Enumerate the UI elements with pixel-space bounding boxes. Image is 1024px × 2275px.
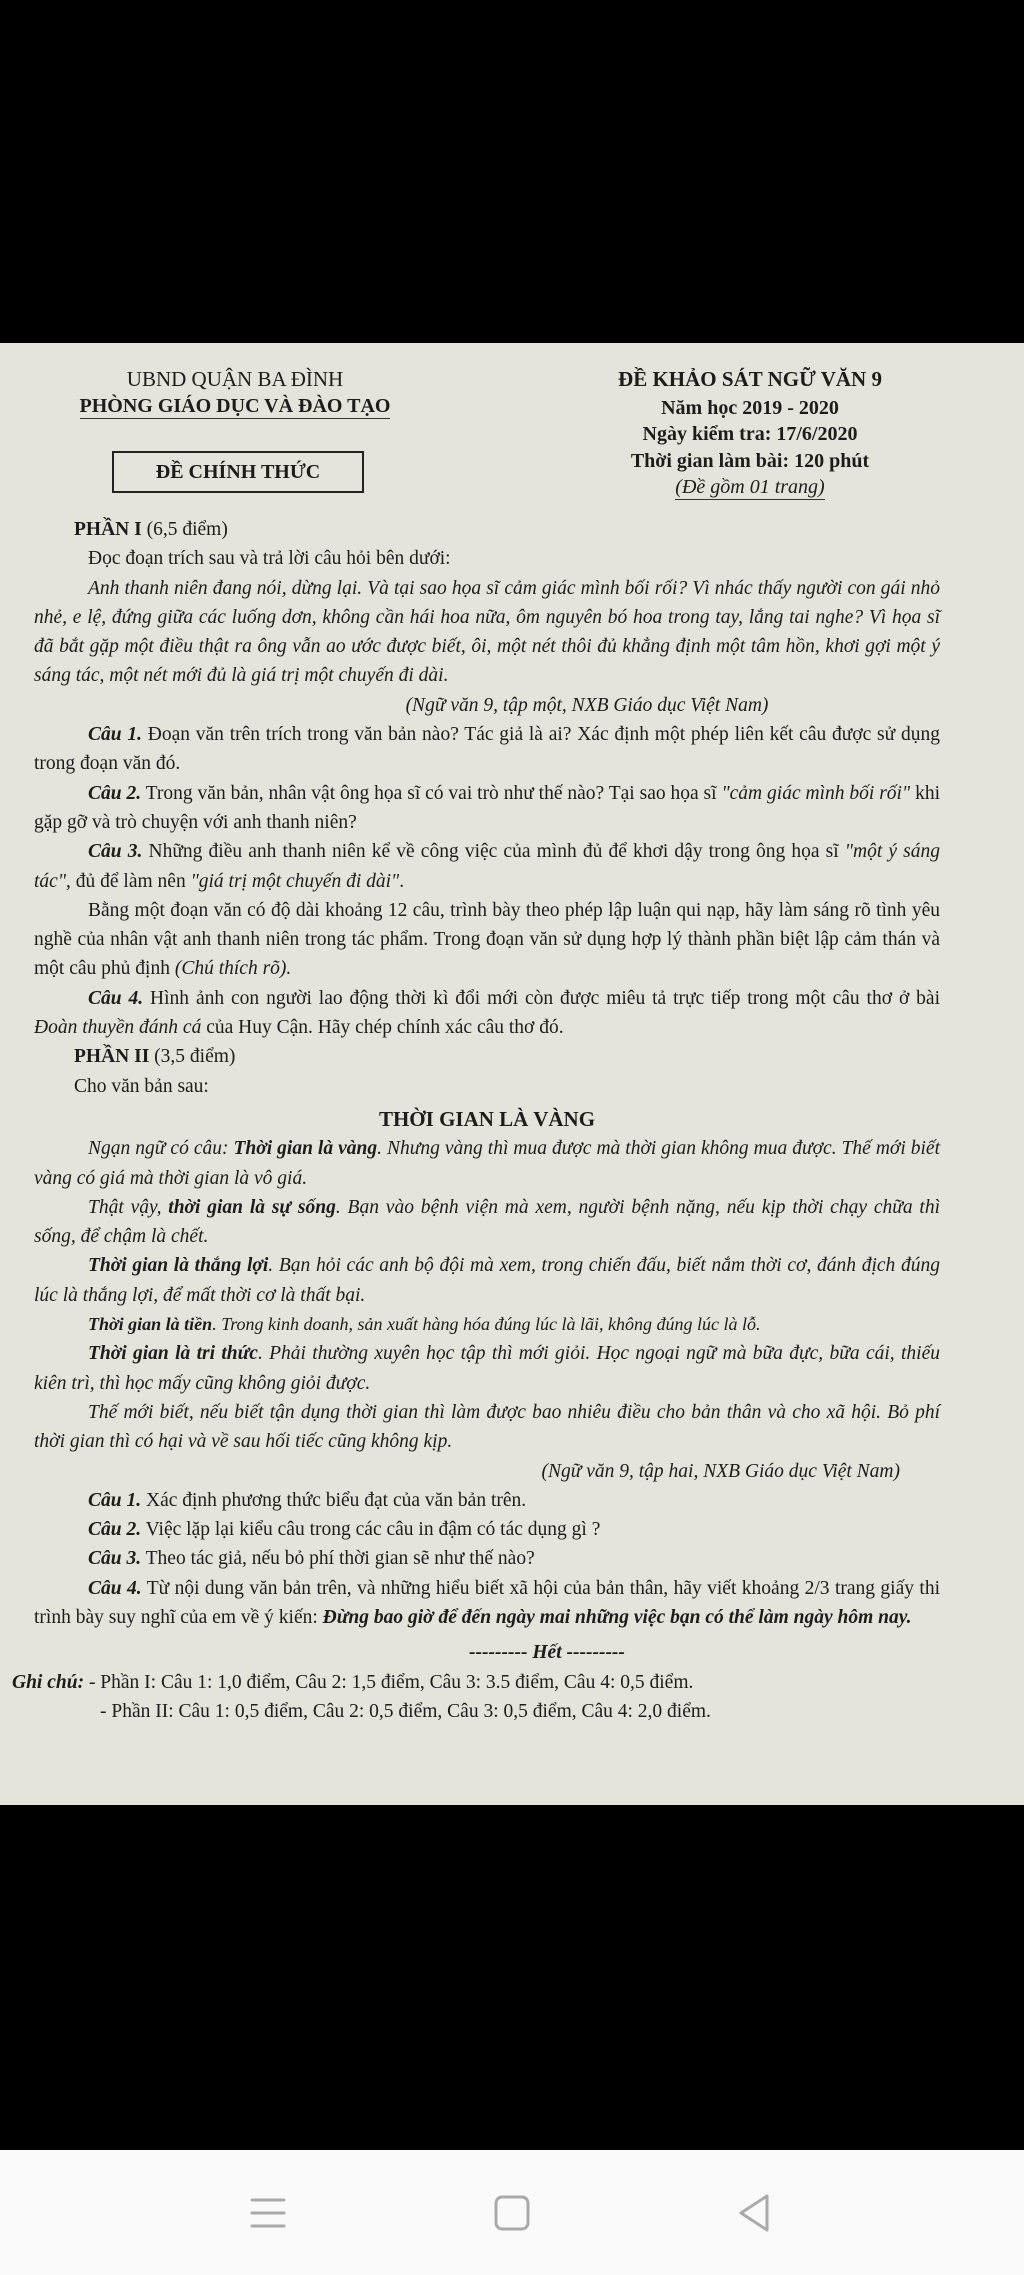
q4-text: Hình ảnh con người lao động thời kì đổi mới còn được miêu tả trực tiếp trong một câu thơ ở bài [143, 987, 940, 1009]
p2q1-label: Câu 1. [88, 1489, 142, 1511]
home-button[interactable] [482, 2188, 542, 2238]
part1-instruction: Đọc đoạn trích sau và trả lời câu hỏi bên dưới: [88, 548, 451, 570]
q2-tail: khi gặp gỡ và trò chuyện với anh thanh niên? [34, 782, 940, 833]
passage-paragraph-1 [34, 1134, 940, 1193]
q4-poem: Đoàn thuyền đánh cá [34, 1017, 202, 1039]
q3-quote-2: "giá trị một chuyến đi dài" [190, 870, 400, 892]
page-count [500, 476, 1000, 500]
back-button[interactable] [725, 2188, 785, 2238]
q2-quote: "cảm giác mình bối rối" [721, 782, 911, 804]
part1-source [34, 691, 940, 720]
grading-note-label: Ghi chú: [12, 1671, 85, 1693]
part1-passage: Anh thanh niên đang nói, dừng lại. Và tại sao họa sĩ cảm giác mình bối rối? Vì nhác thấy người con gái nhỏ nhẻ, e lệ, đứng giữa các luống dơn, không cần hái hoa nữa, ôm nguyên bó hoa trong tay, lắng tai nghe? Vì họa sĩ đã bắt gặp một điều thật ra ông vẫn ao ước được biết, ôi, một nét thôi đủ khẳng định một tâm hồn, khơi gợi một ý sáng tác, một nét mới đủ là giá trị một chuyến đi dài. [34, 577, 940, 687]
q3-label: Câu 3. [88, 841, 143, 863]
part2-question-2 [34, 1515, 940, 1544]
exam-date: Ngày kiểm tra: 17/6/2020 [642, 423, 858, 445]
page-count-text: (Đề gồm 01 trang) [675, 476, 825, 498]
q2-text: Trong văn bản, nhân vật ông họa sĩ có vai trò như thế nào? Tại sao họa sĩ [141, 782, 722, 804]
exam-title: ĐỀ KHẢO SÁT NGỮ VĂN 9 [618, 367, 882, 391]
passage-paragraph-4 [34, 1310, 940, 1339]
part1-question-2 [34, 779, 940, 838]
q4-label: Câu 4. [88, 987, 144, 1009]
p1-lead: Ngạn ngữ có câu: [88, 1138, 234, 1160]
q2-label: Câu 2. [88, 782, 142, 804]
p3-rest: . Bạn hỏi các anh bộ đội mà xem, trong chiến đấu, biết nắm thời cơ, đánh địch đúng lúc là thắng lợi, để mất thời cơ là thất bại. [34, 1255, 940, 1306]
district-committee: UBND QUẬN BA ĐÌNH [126, 367, 344, 391]
q3-mid: , đủ để làm nên [66, 870, 191, 892]
school-year: Năm học 2019 - 2020 [661, 397, 839, 419]
end-mark: --------- Hết --------- [469, 1642, 625, 1664]
part1-question-1 [34, 720, 940, 779]
q3-end: . [399, 870, 405, 892]
part2-points: (3,5 điểm) [149, 1046, 236, 1068]
education-office [0, 395, 470, 419]
part2-heading-label: PHẦN II [74, 1046, 150, 1068]
p2q2-text: Việc lặp lại kiểu câu trong các câu in đậm có tác dụng gì ? [141, 1519, 601, 1541]
navigation-bar [0, 2150, 1024, 2275]
passage-paragraph-2 [34, 1193, 940, 1252]
part2-heading [34, 1042, 940, 1071]
q1-label: Câu 1. [88, 724, 142, 746]
exam-body [12, 515, 941, 1726]
part1-heading-label: PHẦN I [74, 519, 142, 540]
part1-heading [34, 515, 940, 544]
q3b-note: (Chú thích rõ). [174, 958, 292, 980]
p2-bold: thời gian là sự sống [168, 1196, 336, 1218]
passage-title: THỜI GIAN LÀ VÀNG [378, 1106, 596, 1131]
grading-note-1 [12, 1668, 940, 1697]
q1-text: Đoạn văn trên trích trong văn bản nào? Tác giả là ai? Xác định một phép liên kết câu được sử dụng trong đoạn văn đó. [34, 724, 940, 775]
exam-paper [0, 343, 1024, 1805]
recent-apps-button[interactable] [238, 2188, 298, 2238]
p1-bold: Thời gian là vàng [233, 1138, 378, 1160]
p2q4-quote: Đừng bao giờ để đến ngày mai những việc bạn có thể làm ngày hôm nay. [322, 1606, 912, 1628]
p4-bold: Thời gian là tiền [88, 1314, 213, 1335]
exam-duration: Thời gian làm bài: 120 phút [630, 450, 870, 472]
p2q3-text: Theo tác giả, nếu bỏ phí thời gian sẽ như thế nào? [141, 1548, 535, 1570]
p2q4-label: Câu 4. [88, 1577, 142, 1599]
part2-source-text: (Ngữ văn 9, tập hai, NXB Giáo dục Việt Nam) [541, 1460, 900, 1482]
p5-bold: Thời gian là tri thức [88, 1343, 258, 1365]
q3-text: Những điều anh thanh niên kể về công việc của mình đủ để khơi dậy trong ông họa sĩ [142, 841, 845, 863]
p2-lead: Thật vậy, [88, 1196, 169, 1218]
passage-paragraph-5 [34, 1339, 940, 1398]
part2-question-4 [34, 1574, 940, 1633]
part1-source-text: (Ngữ văn 9, tập một, NXB Giáo dục Việt Nam) [405, 694, 769, 716]
p3-bold: Thời gian là thắng lợi [88, 1255, 269, 1277]
p2q4-text: Từ nội dung văn bản trên, và những hiểu biết xã hội của bản thân, hãy viết khoảng 2/3 trang giấy thi trình bày suy nghĩ của em về ý kiến: [34, 1577, 940, 1628]
home-icon [482, 2188, 542, 2238]
passage-paragraph-3 [34, 1251, 940, 1310]
q3-quote-1: "một ý sáng tác" [34, 841, 940, 892]
part2-question-1 [34, 1486, 940, 1515]
passage-paragraph-6: Thế mới biết, nếu biết tận dụng thời gian thì làm được bao nhiêu điều cho bản thân và cho xã hội. Bỏ phí thời gian thì có hại và về sau hối tiếc cũng không kịp. [34, 1401, 940, 1453]
q4-tail: của Huy Cận. Hãy chép chính xác câu thơ đó. [201, 1017, 564, 1039]
p2q1-text: Xác định phương thức biểu đạt của văn bản trên. [141, 1489, 527, 1511]
part2-question-3 [34, 1544, 940, 1573]
p4-rest: . Trong kinh doanh, sản xuất hàng hóa đúng lúc là lãi, không đúng lúc là lỗ. [212, 1314, 761, 1335]
part2-source [34, 1457, 940, 1486]
p2-rest: . Bạn vào bệnh viện mà xem, người bệnh nặng, nếu kịp thời chạy chữa thì sống, để chậm là chết. [34, 1196, 941, 1248]
p2q3-label: Câu 3. [88, 1548, 142, 1570]
menu-icon [238, 2188, 298, 2238]
p5-rest: . Phải thường xuyên học tập thì mới giỏi. Học ngoại ngữ mà bữa đực, bữa cái, thiếu kiên trì, thì học mấy cũng không giỏi được. [34, 1343, 941, 1394]
part1-question-3 [34, 837, 940, 896]
part1-points: (6,5 điểm) [141, 519, 228, 540]
part1-question-3-task [34, 896, 940, 984]
grading-note-line-1: - Phần I: Câu 1: 1,0 điểm, Câu 2: 1,5 điểm, Câu 3: 3.5 điểm, Câu 4: 0,5 điểm. [84, 1671, 694, 1693]
q3b-text: Bằng một đoạn văn có độ dài khoảng 12 câu, trình bày theo phép lập luận qui nạp, hãy làm sáng rõ tình yêu nghề của nhân vật anh thanh niên trong tác phẩm. Trong đoạn văn sử dụng hợp lý thành phần biệt lập cảm thán và một câu phủ định [34, 899, 940, 980]
official-label: ĐỀ CHÍNH THỨC [112, 451, 364, 493]
part2-instruction: Cho văn bản sau: [74, 1075, 209, 1097]
education-office-text: PHÒNG GIÁO DỤC VÀ ĐÀO TẠO [79, 395, 391, 417]
p1-rest: . Nhưng vàng thì mua được mà thời gian không mua được. Thế mới biết vàng có giá mà thời gian là vô giá. [34, 1138, 940, 1189]
grading-note-2: - Phần II: Câu 1: 0,5 điểm, Câu 2: 0,5 điểm, Câu 3: 0,5 điểm, Câu 4: 2,0 điểm. [100, 1700, 711, 1722]
part1-question-4 [34, 984, 940, 1043]
back-icon [725, 2188, 785, 2238]
p2q2-label: Câu 2. [88, 1519, 142, 1541]
